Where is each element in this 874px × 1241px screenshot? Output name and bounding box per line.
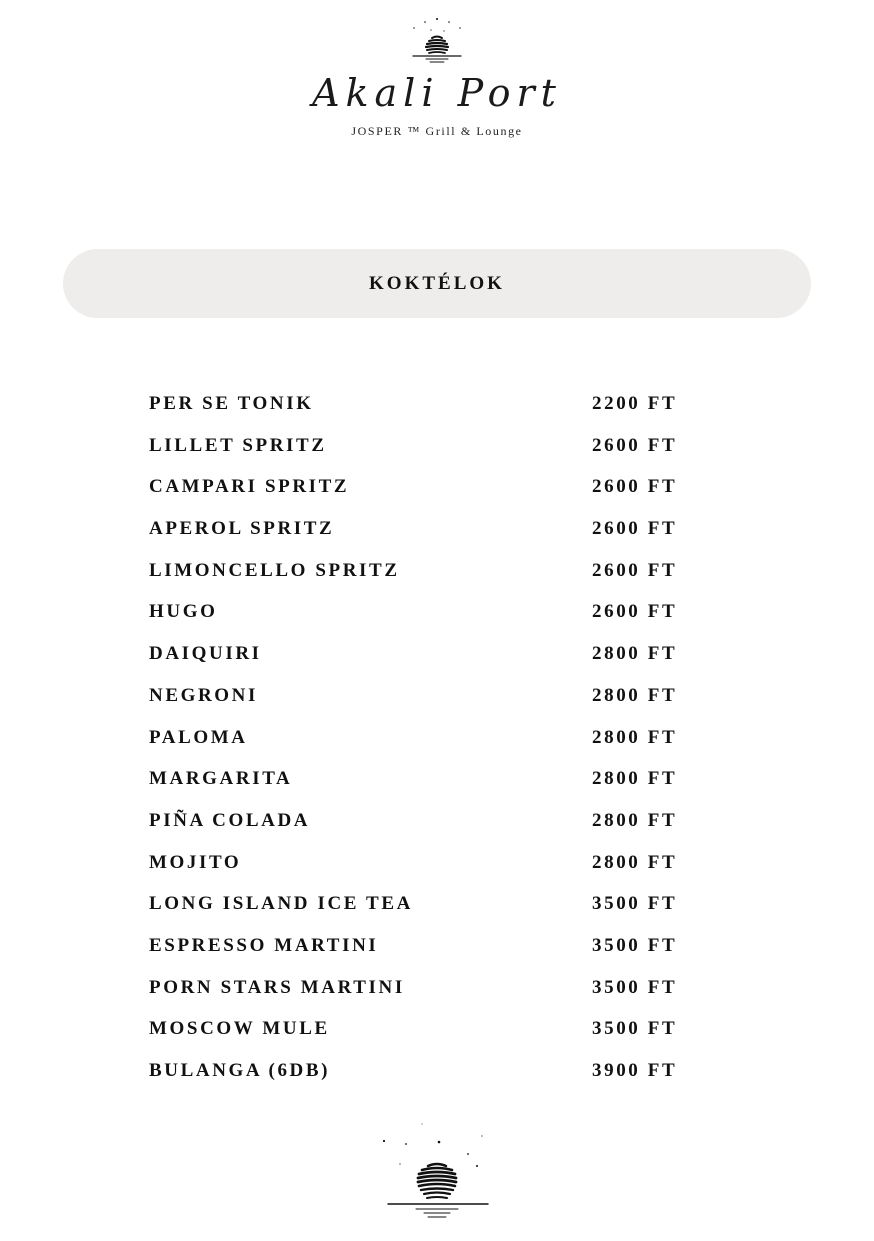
item-price: 3500 FT (592, 934, 678, 956)
item-price: 2800 FT (592, 851, 678, 873)
section-title: KOKTÉLOK (369, 272, 505, 294)
menu-item (149, 719, 709, 761)
item-price: 2800 FT (592, 684, 678, 706)
menu-item (149, 510, 709, 552)
item-name: DAIQUIRI (149, 643, 262, 665)
footer-sunset-emblem-icon (370, 1120, 504, 1225)
menu-item (149, 885, 709, 927)
brand-name: Akali Port (312, 71, 562, 115)
item-price: 3500 FT (592, 893, 678, 915)
item-price: 2600 FT (592, 518, 678, 540)
menu-item (149, 593, 709, 635)
item-name: NEGRONI (149, 684, 258, 706)
menu-item (149, 677, 709, 719)
item-price: 3500 FT (592, 1018, 678, 1040)
item-name: ESPRESSO MARTINI (149, 934, 379, 956)
item-name: HUGO (149, 601, 218, 623)
menu-item (149, 385, 709, 427)
item-price: 3500 FT (592, 976, 678, 998)
item-price: 2800 FT (592, 809, 678, 831)
item-price: 2800 FT (592, 643, 678, 665)
sunset-emblem-icon (0, 8, 874, 68)
item-name: PER SE TONIK (149, 393, 314, 414)
menu-item (149, 844, 709, 886)
item-name: BULANGA (6DB) (149, 1060, 331, 1081)
item-name: PALOMA (149, 726, 248, 748)
menu-item (149, 927, 709, 969)
item-name: MOSCOW MULE (149, 1018, 330, 1040)
menu-item (149, 1052, 709, 1094)
item-price: 2600 FT (592, 559, 678, 581)
menu-item (149, 802, 709, 844)
item-price: 2800 FT (592, 768, 678, 790)
item-name: MARGARITA (149, 768, 293, 790)
item-price: 2800 FT (592, 726, 678, 748)
item-name: PORN STARS MARTINI (149, 976, 405, 998)
menu-item (149, 635, 709, 677)
menu-item (149, 427, 709, 469)
item-name: CAMPARI SPRITZ (149, 476, 350, 498)
item-price: 2600 FT (592, 434, 678, 456)
item-name: LONG ISLAND ICE TEA (149, 893, 413, 915)
item-price: 2600 FT (592, 476, 678, 498)
header-logo (0, 8, 874, 143)
menu-item (149, 468, 709, 510)
item-name: LIMONCELLO SPRITZ (149, 559, 400, 581)
item-price: 3900 FT (592, 1060, 678, 1081)
brand-subtitle: JOSPER ™ Grill & Lounge (351, 124, 523, 138)
menu-item (149, 552, 709, 594)
menu-item (149, 1010, 709, 1052)
item-name: MOJITO (149, 851, 242, 873)
menu-item (149, 760, 709, 802)
item-name: PIÑA COLADA (149, 809, 311, 831)
menu-list (149, 385, 709, 1094)
item-price: 2600 FT (592, 601, 678, 623)
item-name: APEROL SPRITZ (149, 518, 335, 540)
section-header (63, 249, 811, 318)
menu-item (149, 969, 709, 1011)
item-price: 2200 FT (592, 393, 678, 414)
item-name: LILLET SPRITZ (149, 434, 327, 456)
